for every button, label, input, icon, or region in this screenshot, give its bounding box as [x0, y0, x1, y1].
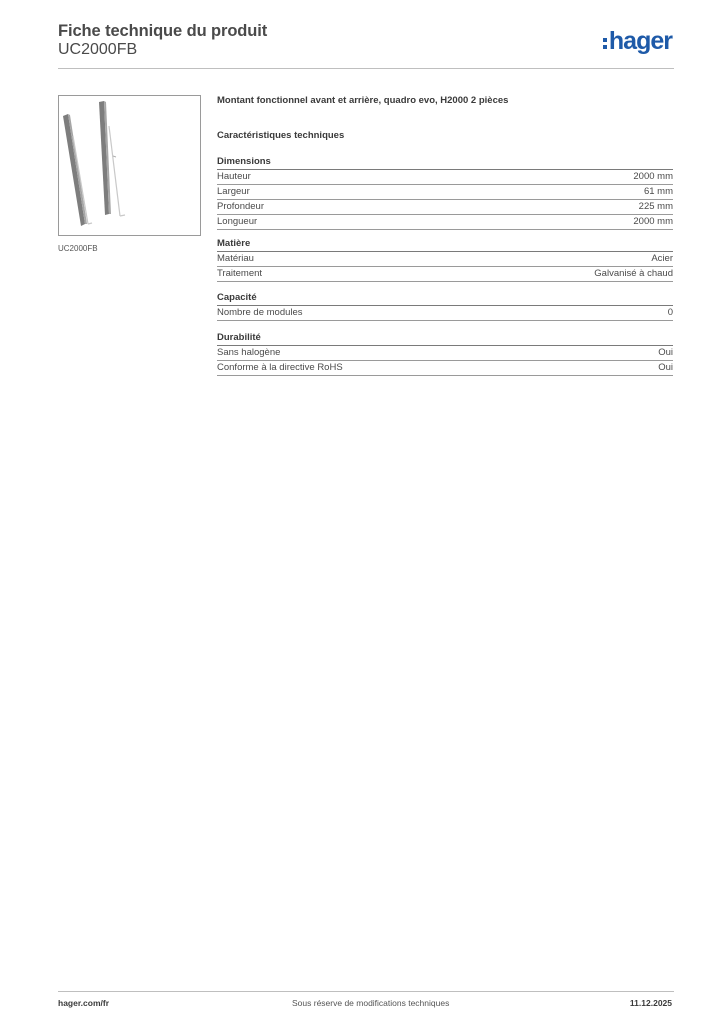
row-value: 0 — [667, 307, 673, 318]
footer-divider — [58, 991, 674, 992]
table-row — [217, 267, 673, 282]
row-label: Matériau — [217, 253, 254, 264]
section-title: Matière — [217, 238, 673, 252]
footer-disclaimer: Sous réserve de modifications techniques — [292, 998, 450, 1008]
row-value: Galvanisé à chaud — [594, 268, 673, 279]
row-value: Acier — [651, 253, 673, 264]
row-label: Largeur — [217, 186, 250, 197]
row-value: 2000 mm — [633, 216, 673, 227]
row-value: 61 mm — [643, 186, 673, 197]
section-capacite — [217, 292, 673, 321]
table-row — [217, 200, 673, 215]
table-row — [217, 170, 673, 185]
row-label: Conforme à la directive RoHS — [217, 362, 343, 373]
row-value: Oui — [658, 347, 673, 358]
table-row — [217, 361, 673, 376]
section-title: Capacité — [217, 292, 673, 306]
product-description: Montant fonctionnel avant et arrière, quadro evo, H2000 2 pièces — [217, 95, 509, 106]
page-title: Fiche technique du produit — [58, 22, 268, 40]
row-label: Longueur — [217, 216, 258, 227]
product-reference: UC2000FB — [58, 41, 138, 58]
section-durabilite — [217, 332, 673, 376]
footer-date: 11.12.2025 — [629, 998, 672, 1008]
row-value: 225 mm — [638, 201, 673, 212]
table-row — [217, 346, 673, 361]
characteristics-heading: Caractéristiques techniques — [217, 130, 345, 141]
table-row — [217, 185, 673, 200]
page-header — [58, 22, 674, 68]
table-row — [217, 215, 673, 230]
logo-text: hager — [608, 26, 672, 55]
section-title: Durabilité — [217, 332, 673, 346]
section-matiere — [217, 238, 673, 282]
logo-dots-icon — [603, 38, 607, 49]
table-row — [217, 252, 673, 267]
footer-website-link[interactable]: hager.com/fr — [58, 998, 110, 1008]
row-value: 2000 mm — [633, 171, 673, 182]
image-caption: UC2000FB — [58, 244, 98, 253]
section-title: Dimensions — [217, 156, 673, 170]
table-row — [217, 306, 673, 321]
row-label: Sans halogène — [217, 347, 281, 358]
section-dimensions — [217, 156, 673, 230]
row-label: Profondeur — [217, 201, 265, 212]
row-value: Oui — [658, 362, 673, 373]
product-image — [58, 95, 201, 236]
header-divider — [58, 68, 674, 69]
hager-logo — [603, 28, 672, 54]
vertical-rail-pair-icon — [59, 96, 200, 235]
row-label: Traitement — [217, 268, 263, 279]
row-label: Hauteur — [217, 171, 251, 182]
row-label: Nombre de modules — [217, 307, 303, 318]
